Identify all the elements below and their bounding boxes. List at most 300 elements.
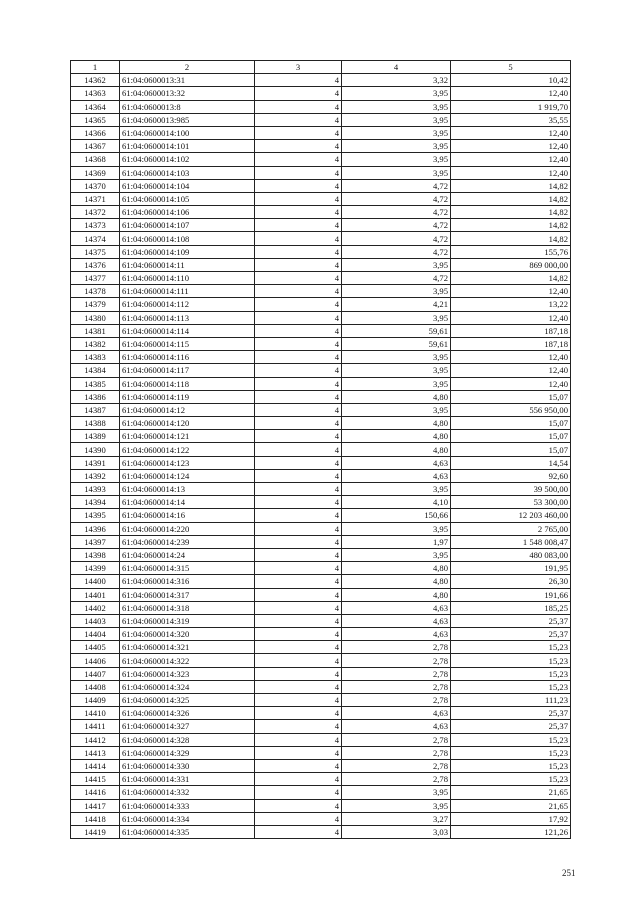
code-cell: 4 xyxy=(255,74,342,87)
row-number-cell: 14394 xyxy=(71,496,120,509)
rate-cell: 1,97 xyxy=(342,535,451,548)
rate-cell: 4,63 xyxy=(342,720,451,733)
table-row xyxy=(71,219,571,232)
cadastral-number-cell: 61:04:0600014:332 xyxy=(120,786,255,799)
rate-cell: 3,95 xyxy=(342,548,451,561)
cadastral-number-cell: 61:04:0600013:32 xyxy=(120,87,255,100)
code-cell: 4 xyxy=(255,179,342,192)
table-row xyxy=(71,812,571,825)
row-number-cell: 14395 xyxy=(71,509,120,522)
rate-cell: 3,95 xyxy=(342,351,451,364)
rate-cell: 4,72 xyxy=(342,206,451,219)
cadastral-number-cell: 61:04:0600014:320 xyxy=(120,628,255,641)
code-cell: 4 xyxy=(255,324,342,337)
table-row xyxy=(71,417,571,430)
code-cell: 4 xyxy=(255,694,342,707)
row-number-cell: 14363 xyxy=(71,87,120,100)
rate-cell: 2,78 xyxy=(342,773,451,786)
cadastral-number-cell: 61:04:0600014:111 xyxy=(120,285,255,298)
cadastral-number-cell: 61:04:0600014:318 xyxy=(120,601,255,614)
cadastral-number-cell: 61:04:0600014:16 xyxy=(120,509,255,522)
table-row xyxy=(71,759,571,772)
value-cell: 191,66 xyxy=(451,588,571,601)
cadastral-number-cell: 61:04:0600013:985 xyxy=(120,113,255,126)
row-number-cell: 14368 xyxy=(71,153,120,166)
cadastral-number-cell: 61:04:0600014:104 xyxy=(120,179,255,192)
cadastral-number-cell: 61:04:0600014:331 xyxy=(120,773,255,786)
table-row xyxy=(71,654,571,667)
table-row xyxy=(71,509,571,522)
row-number-cell: 14386 xyxy=(71,390,120,403)
code-cell: 4 xyxy=(255,535,342,548)
cadastral-number-cell: 61:04:0600014:120 xyxy=(120,417,255,430)
row-number-cell: 14370 xyxy=(71,179,120,192)
rate-cell: 2,78 xyxy=(342,746,451,759)
cadastral-number-cell: 61:04:0600014:112 xyxy=(120,298,255,311)
cadastral-number-cell: 61:04:0600013:8 xyxy=(120,100,255,113)
row-number-cell: 14367 xyxy=(71,140,120,153)
code-cell: 4 xyxy=(255,667,342,680)
code-cell: 4 xyxy=(255,219,342,232)
value-cell: 12,40 xyxy=(451,153,571,166)
rate-cell: 4,63 xyxy=(342,628,451,641)
code-cell: 4 xyxy=(255,496,342,509)
row-number-cell: 14385 xyxy=(71,377,120,390)
row-number-cell: 14389 xyxy=(71,430,120,443)
table-row xyxy=(71,614,571,627)
code-cell: 4 xyxy=(255,588,342,601)
table-row xyxy=(71,337,571,350)
row-number-cell: 14371 xyxy=(71,192,120,205)
table-row xyxy=(71,694,571,707)
row-number-cell: 14416 xyxy=(71,786,120,799)
cadastral-number-cell: 61:04:0600014:122 xyxy=(120,443,255,456)
row-number-cell: 14411 xyxy=(71,720,120,733)
rate-cell: 2,78 xyxy=(342,641,451,654)
column-header-5: 5 xyxy=(451,61,571,74)
value-cell: 21,65 xyxy=(451,799,571,812)
rate-cell: 3,03 xyxy=(342,825,451,838)
value-cell: 15,23 xyxy=(451,733,571,746)
row-number-cell: 14404 xyxy=(71,628,120,641)
code-cell: 4 xyxy=(255,799,342,812)
row-number-cell: 14372 xyxy=(71,206,120,219)
value-cell: 12,40 xyxy=(451,87,571,100)
table-row xyxy=(71,496,571,509)
row-number-cell: 14377 xyxy=(71,272,120,285)
table-row xyxy=(71,707,571,720)
cadastral-number-cell: 61:04:0600014:119 xyxy=(120,390,255,403)
table-row xyxy=(71,166,571,179)
table-row xyxy=(71,588,571,601)
row-number-cell: 14366 xyxy=(71,126,120,139)
row-number-cell: 14396 xyxy=(71,522,120,535)
row-number-cell: 14400 xyxy=(71,575,120,588)
row-number-cell: 14409 xyxy=(71,694,120,707)
data-table xyxy=(70,60,571,839)
rate-cell: 4,72 xyxy=(342,232,451,245)
value-cell: 15,23 xyxy=(451,746,571,759)
code-cell: 4 xyxy=(255,759,342,772)
table-row xyxy=(71,140,571,153)
value-cell: 12,40 xyxy=(451,126,571,139)
row-number-cell: 14403 xyxy=(71,614,120,627)
value-cell: 14,82 xyxy=(451,192,571,205)
code-cell: 4 xyxy=(255,614,342,627)
rate-cell: 150,66 xyxy=(342,509,451,522)
rate-cell: 3,95 xyxy=(342,166,451,179)
rate-cell: 3,95 xyxy=(342,153,451,166)
code-cell: 4 xyxy=(255,166,342,179)
row-number-cell: 14373 xyxy=(71,219,120,232)
cadastral-number-cell: 61:04:0600014:327 xyxy=(120,720,255,733)
rate-cell: 4,80 xyxy=(342,443,451,456)
cadastral-number-cell: 61:04:0600014:11 xyxy=(120,258,255,271)
rate-cell: 4,80 xyxy=(342,588,451,601)
value-cell: 15,07 xyxy=(451,443,571,456)
code-cell: 4 xyxy=(255,575,342,588)
cadastral-number-cell: 61:04:0600014:322 xyxy=(120,654,255,667)
row-number-cell: 14383 xyxy=(71,351,120,364)
rate-cell: 3,95 xyxy=(342,285,451,298)
table-row xyxy=(71,311,571,324)
table-body xyxy=(71,74,571,839)
code-cell: 4 xyxy=(255,298,342,311)
cadastral-number-cell: 61:04:0600014:113 xyxy=(120,311,255,324)
code-cell: 4 xyxy=(255,773,342,786)
value-cell: 15,07 xyxy=(451,390,571,403)
cadastral-number-cell: 61:04:0600014:321 xyxy=(120,641,255,654)
value-cell: 12,40 xyxy=(451,364,571,377)
code-cell: 4 xyxy=(255,258,342,271)
cadastral-number-cell: 61:04:0600014:239 xyxy=(120,535,255,548)
rate-cell: 2,78 xyxy=(342,733,451,746)
code-cell: 4 xyxy=(255,641,342,654)
table-row xyxy=(71,258,571,271)
row-number-cell: 14398 xyxy=(71,548,120,561)
row-number-cell: 14387 xyxy=(71,403,120,416)
table-row xyxy=(71,641,571,654)
code-cell: 4 xyxy=(255,311,342,324)
row-number-cell: 14362 xyxy=(71,74,120,87)
table-row xyxy=(71,298,571,311)
code-cell: 4 xyxy=(255,430,342,443)
value-cell: 25,37 xyxy=(451,628,571,641)
rate-cell: 4,72 xyxy=(342,192,451,205)
value-cell: 2 765,00 xyxy=(451,522,571,535)
rate-cell: 4,80 xyxy=(342,575,451,588)
rate-cell: 4,80 xyxy=(342,562,451,575)
cadastral-number-cell: 61:04:0600014:325 xyxy=(120,694,255,707)
value-cell: 15,23 xyxy=(451,680,571,693)
value-cell: 15,23 xyxy=(451,667,571,680)
table-row xyxy=(71,245,571,258)
value-cell: 14,82 xyxy=(451,179,571,192)
code-cell: 4 xyxy=(255,337,342,350)
rate-cell: 4,21 xyxy=(342,298,451,311)
code-cell: 4 xyxy=(255,707,342,720)
code-cell: 4 xyxy=(255,192,342,205)
value-cell: 14,82 xyxy=(451,206,571,219)
rate-cell: 59,61 xyxy=(342,324,451,337)
table-row xyxy=(71,601,571,614)
value-cell: 15,07 xyxy=(451,430,571,443)
value-cell: 15,23 xyxy=(451,773,571,786)
rate-cell: 2,78 xyxy=(342,680,451,693)
code-cell: 4 xyxy=(255,364,342,377)
cadastral-number-cell: 61:04:0600014:107 xyxy=(120,219,255,232)
table-row xyxy=(71,548,571,561)
page-number: 251 xyxy=(562,868,576,878)
code-cell: 4 xyxy=(255,232,342,245)
table-row xyxy=(71,403,571,416)
row-number-cell: 14379 xyxy=(71,298,120,311)
value-cell: 1 548 008,47 xyxy=(451,535,571,548)
code-cell: 4 xyxy=(255,483,342,496)
rate-cell: 2,78 xyxy=(342,654,451,667)
row-number-cell: 14397 xyxy=(71,535,120,548)
table-row xyxy=(71,469,571,482)
rate-cell: 4,80 xyxy=(342,430,451,443)
row-number-cell: 14418 xyxy=(71,812,120,825)
value-cell: 26,30 xyxy=(451,575,571,588)
value-cell: 14,82 xyxy=(451,272,571,285)
table-row xyxy=(71,232,571,245)
code-cell: 4 xyxy=(255,469,342,482)
value-cell: 12,40 xyxy=(451,377,571,390)
code-cell: 4 xyxy=(255,680,342,693)
value-cell: 21,65 xyxy=(451,786,571,799)
code-cell: 4 xyxy=(255,377,342,390)
row-number-cell: 14393 xyxy=(71,483,120,496)
value-cell: 121,26 xyxy=(451,825,571,838)
value-cell: 39 500,00 xyxy=(451,483,571,496)
cadastral-number-cell: 61:04:0600014:335 xyxy=(120,825,255,838)
cadastral-number-cell: 61:04:0600014:109 xyxy=(120,245,255,258)
code-cell: 4 xyxy=(255,443,342,456)
table-row xyxy=(71,87,571,100)
value-cell: 187,18 xyxy=(451,337,571,350)
value-cell: 1 919,70 xyxy=(451,100,571,113)
table-row xyxy=(71,430,571,443)
row-number-cell: 14388 xyxy=(71,417,120,430)
table-row xyxy=(71,153,571,166)
value-cell: 14,82 xyxy=(451,219,571,232)
table-row xyxy=(71,746,571,759)
row-number-cell: 14391 xyxy=(71,456,120,469)
value-cell: 25,37 xyxy=(451,614,571,627)
cadastral-number-cell: 61:04:0600014:101 xyxy=(120,140,255,153)
value-cell: 25,37 xyxy=(451,720,571,733)
row-number-cell: 14399 xyxy=(71,562,120,575)
cadastral-number-cell: 61:04:0600014:330 xyxy=(120,759,255,772)
rate-cell: 3,95 xyxy=(342,311,451,324)
code-cell: 4 xyxy=(255,113,342,126)
value-cell: 155,76 xyxy=(451,245,571,258)
table-row xyxy=(71,773,571,786)
cadastral-number-cell: 61:04:0600013:31 xyxy=(120,74,255,87)
code-cell: 4 xyxy=(255,812,342,825)
rate-cell: 4,80 xyxy=(342,417,451,430)
row-number-cell: 14401 xyxy=(71,588,120,601)
rate-cell: 3,95 xyxy=(342,364,451,377)
cadastral-number-cell: 61:04:0600014:121 xyxy=(120,430,255,443)
cadastral-number-cell: 61:04:0600014:317 xyxy=(120,588,255,601)
row-number-cell: 14417 xyxy=(71,799,120,812)
rate-cell: 3,95 xyxy=(342,113,451,126)
cadastral-number-cell: 61:04:0600014:334 xyxy=(120,812,255,825)
table-row xyxy=(71,575,571,588)
cadastral-number-cell: 61:04:0600014:333 xyxy=(120,799,255,812)
table-row xyxy=(71,113,571,126)
value-cell: 15,23 xyxy=(451,759,571,772)
rate-cell: 3,95 xyxy=(342,483,451,496)
value-cell: 15,07 xyxy=(451,417,571,430)
code-cell: 4 xyxy=(255,628,342,641)
cadastral-number-cell: 61:04:0600014:118 xyxy=(120,377,255,390)
cadastral-number-cell: 61:04:0600014:114 xyxy=(120,324,255,337)
table-row xyxy=(71,535,571,548)
table-row xyxy=(71,628,571,641)
cadastral-number-cell: 61:04:0600014:123 xyxy=(120,456,255,469)
code-cell: 4 xyxy=(255,548,342,561)
table-row xyxy=(71,825,571,838)
cadastral-number-cell: 61:04:0600014:106 xyxy=(120,206,255,219)
cadastral-number-cell: 61:04:0600014:328 xyxy=(120,733,255,746)
rate-cell: 4,72 xyxy=(342,219,451,232)
table-row xyxy=(71,100,571,113)
rate-cell: 2,78 xyxy=(342,667,451,680)
value-cell: 12,40 xyxy=(451,166,571,179)
rate-cell: 3,95 xyxy=(342,87,451,100)
rate-cell: 3,95 xyxy=(342,377,451,390)
rate-cell: 4,63 xyxy=(342,456,451,469)
row-number-cell: 14408 xyxy=(71,680,120,693)
code-cell: 4 xyxy=(255,456,342,469)
table-row xyxy=(71,179,571,192)
rate-cell: 2,78 xyxy=(342,694,451,707)
table-row xyxy=(71,192,571,205)
row-number-cell: 14402 xyxy=(71,601,120,614)
cadastral-number-cell: 61:04:0600014:117 xyxy=(120,364,255,377)
row-number-cell: 14406 xyxy=(71,654,120,667)
cadastral-number-cell: 61:04:0600014:13 xyxy=(120,483,255,496)
row-number-cell: 14414 xyxy=(71,759,120,772)
code-cell: 4 xyxy=(255,654,342,667)
rate-cell: 3,95 xyxy=(342,100,451,113)
cadastral-number-cell: 61:04:0600014:100 xyxy=(120,126,255,139)
value-cell: 480 083,00 xyxy=(451,548,571,561)
value-cell: 14,82 xyxy=(451,232,571,245)
table-row xyxy=(71,206,571,219)
value-cell: 92,60 xyxy=(451,469,571,482)
row-number-cell: 14390 xyxy=(71,443,120,456)
value-cell: 869 000,00 xyxy=(451,258,571,271)
cadastral-number-cell: 61:04:0600014:105 xyxy=(120,192,255,205)
rate-cell: 3,95 xyxy=(342,522,451,535)
value-cell: 14,54 xyxy=(451,456,571,469)
rate-cell: 3,27 xyxy=(342,812,451,825)
value-cell: 191,95 xyxy=(451,562,571,575)
rate-cell: 3,95 xyxy=(342,126,451,139)
rate-cell: 3,95 xyxy=(342,403,451,416)
table-row xyxy=(71,390,571,403)
table-row xyxy=(71,456,571,469)
code-cell: 4 xyxy=(255,733,342,746)
code-cell: 4 xyxy=(255,285,342,298)
cadastral-number-cell: 61:04:0600014:14 xyxy=(120,496,255,509)
value-cell: 111,23 xyxy=(451,694,571,707)
rate-cell: 59,61 xyxy=(342,337,451,350)
code-cell: 4 xyxy=(255,153,342,166)
cadastral-number-cell: 61:04:0600014:315 xyxy=(120,562,255,575)
row-number-cell: 14378 xyxy=(71,285,120,298)
code-cell: 4 xyxy=(255,87,342,100)
table-row xyxy=(71,522,571,535)
code-cell: 4 xyxy=(255,100,342,113)
cadastral-number-cell: 61:04:0600014:103 xyxy=(120,166,255,179)
cadastral-number-cell: 61:04:0600014:316 xyxy=(120,575,255,588)
value-cell: 15,23 xyxy=(451,641,571,654)
table-header-row xyxy=(71,61,571,74)
cadastral-number-cell: 61:04:0600014:102 xyxy=(120,153,255,166)
rate-cell: 3,95 xyxy=(342,140,451,153)
code-cell: 4 xyxy=(255,825,342,838)
rate-cell: 3,95 xyxy=(342,258,451,271)
rate-cell: 4,10 xyxy=(342,496,451,509)
rate-cell: 4,72 xyxy=(342,245,451,258)
row-number-cell: 14392 xyxy=(71,469,120,482)
column-header-4: 4 xyxy=(342,61,451,74)
rate-cell: 3,32 xyxy=(342,74,451,87)
code-cell: 4 xyxy=(255,206,342,219)
row-number-cell: 14364 xyxy=(71,100,120,113)
cadastral-number-cell: 61:04:0600014:329 xyxy=(120,746,255,759)
row-number-cell: 14369 xyxy=(71,166,120,179)
rate-cell: 3,95 xyxy=(342,799,451,812)
table-row xyxy=(71,285,571,298)
row-number-cell: 14375 xyxy=(71,245,120,258)
value-cell: 53 300,00 xyxy=(451,496,571,509)
cadastral-number-cell: 61:04:0600014:108 xyxy=(120,232,255,245)
row-number-cell: 14381 xyxy=(71,324,120,337)
code-cell: 4 xyxy=(255,417,342,430)
cadastral-number-cell: 61:04:0600014:319 xyxy=(120,614,255,627)
row-number-cell: 14384 xyxy=(71,364,120,377)
code-cell: 4 xyxy=(255,522,342,535)
cadastral-number-cell: 61:04:0600014:116 xyxy=(120,351,255,364)
rate-cell: 2,78 xyxy=(342,759,451,772)
code-cell: 4 xyxy=(255,746,342,759)
cadastral-number-cell: 61:04:0600014:12 xyxy=(120,403,255,416)
value-cell: 12 203 460,00 xyxy=(451,509,571,522)
table-row xyxy=(71,733,571,746)
code-cell: 4 xyxy=(255,403,342,416)
code-cell: 4 xyxy=(255,601,342,614)
rate-cell: 4,72 xyxy=(342,179,451,192)
table-row xyxy=(71,562,571,575)
column-header-1: 1 xyxy=(71,61,120,74)
rate-cell: 4,63 xyxy=(342,469,451,482)
cadastral-number-cell: 61:04:0600014:115 xyxy=(120,337,255,350)
row-number-cell: 14413 xyxy=(71,746,120,759)
value-cell: 12,40 xyxy=(451,285,571,298)
row-number-cell: 14382 xyxy=(71,337,120,350)
rate-cell: 4,63 xyxy=(342,707,451,720)
cadastral-number-cell: 61:04:0600014:110 xyxy=(120,272,255,285)
value-cell: 12,40 xyxy=(451,311,571,324)
cadastral-number-cell: 61:04:0600014:24 xyxy=(120,548,255,561)
